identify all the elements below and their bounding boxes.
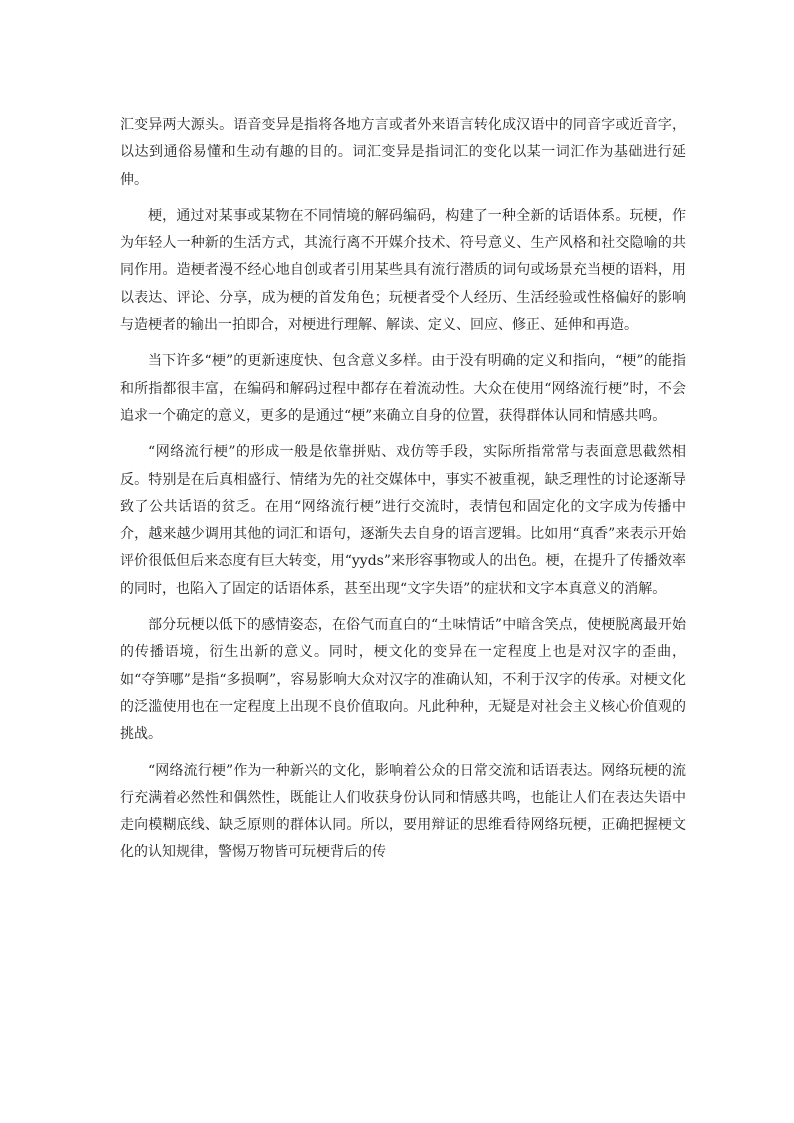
paragraph-4: “网络流行梗”的形成一般是依靠拼贴、戏仿等手段，实际所指常常与表面意思截然相反。特别是在后真相盛行、情绪为先的社交媒体中，事实不被重视，缺乏理性的讨论逐渐导致了公共话语的贫乏。在用“网络流行梗”进行交流时，表情包和固定化的文字成为传播中介，越来越少调用其他的词汇和语句，逐渐失去自身的语言逻辑。比如用“真香”来表示开始评价很低但后来态度有巨大转变，用“yyds”来形容事物或人的出色。梗，在提升了传播效率的同时，也陷入了固定的话语体系，甚至出现“文字失语”的症状和文字本真意义的消解。 <box>120 444 686 597</box>
paragraph-2: 梗，通过对某事或某物在不同情境的解码编码，构建了一种全新的话语体系。玩梗，作为年轻人一种新的生活方式，其流行离不开媒介技术、符号意义、生产风格和社交隐喻的共同作用。造梗者漫不经心地自创或者引用某些具有流行潜质的词句或场景充当梗的语料，用以表达、评论、分享，成为梗的首发角色；玩梗者受个人经历、生活经验或性格偏好的影响与造梗者的输出一拍即合，对梗进行理解、解读、定义、回应、修正、延伸和再造。 <box>120 207 686 334</box>
document-body <box>120 112 686 876</box>
paragraph-1: 汇变异两大源头。语音变异是指将各地方言或者外来语言转化成汉语中的同音字或近音字，以达到通俗易懂和生动有趣的目的。词汇变异是指词汇的变化以某一词汇作为基础进行延伸。 <box>120 117 686 188</box>
paragraph-5: 部分玩梗以低下的感情姿态，在俗气而直白的“土味情话”中暗含笑点，使梗脱离最开始的传播语境，衍生出新的意义。同时，梗文化的变异在一定程度上也是对汉字的歪曲，如“夺笋哪”是指“多损啊”，容易影响大众对汉字的准确认知，不利于汉字的传承。对梗文化的泛滥使用也在一定程度上出现不良价值取向。凡此种种，无疑是对社会主义核心价值观的挑战。 <box>120 617 686 743</box>
paragraph-6: “网络流行梗”作为一种新兴的文化，影响着公众的日常交流和话语表达。网络玩梗的流行充满着必然性和偶然性，既能让人们收获身份认同和情感共鸣，也能让人们在表达失语中走向模糊底线、缺乏原则的群体认同。所以，要用辩证的思维看待网络玩梗，正确把握梗文化的认知规律，警惕万物皆可玩梗背后的传 <box>120 762 686 861</box>
paragraph-3: 当下许多“梗”的更新速度快、包含意义多样。由于没有明确的定义和指向，“梗”的能指和所指都很丰富，在编码和解码过程中都存在着流动性。大众在使用“网络流行梗”时，不会追求一个确定的意义，更多的是通过“梗”来确立自身的位置，获得群体认同和情感共鸣。 <box>120 353 686 424</box>
